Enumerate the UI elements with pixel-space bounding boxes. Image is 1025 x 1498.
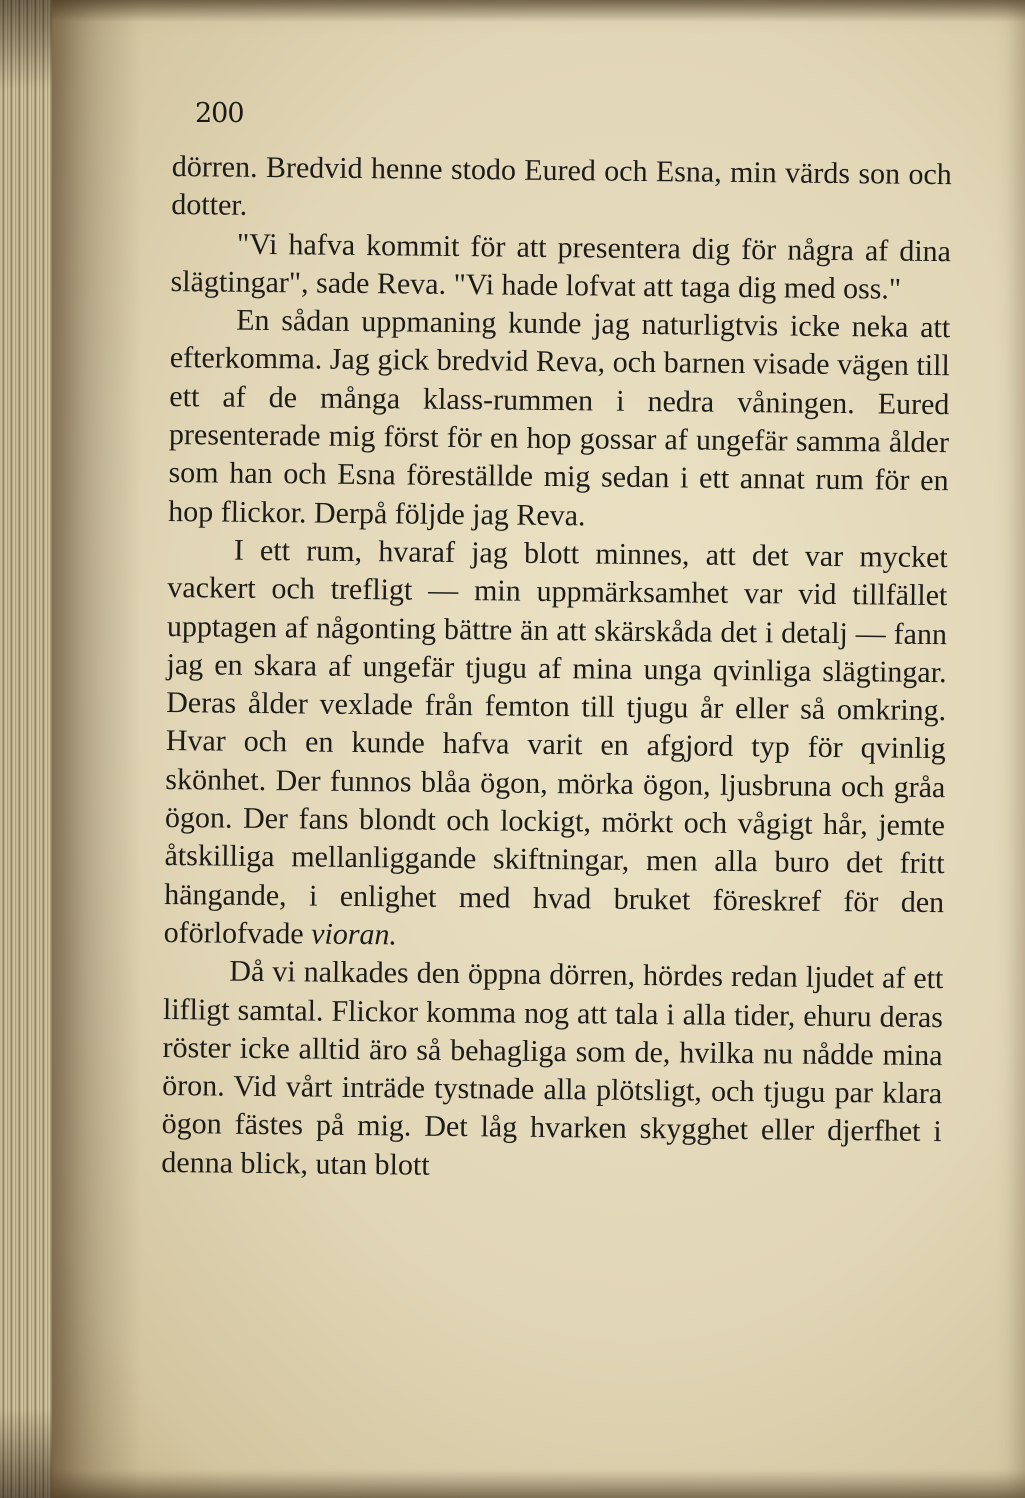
paragraph-2: "Vi hafva kommit för att presentera dig för några af dina slägtingar", sade Reva. "Vi hade lofvat att taga dig med oss."	[170, 227, 952, 306]
page-number: 200	[195, 98, 244, 129]
paragraph-1: dörren. Bredvid henne stodo Eured och Esna, min värds son och dotter.	[171, 149, 952, 223]
paragraph-3: En sådan uppmaning kunde jag naturligtvis icke neka att efterkomma. Jag gick bredvid Reva, och barnen visade vägen till ett af de många klass-rummen i nedra våningen. Eured presenterade mig först för en hop gossar af ungefär samma ålder som han och Esna föreställde mig sedan i ett annat rum för en hop flickor. Derpå följde jag Reva.	[168, 303, 951, 533]
paragraph-4-text: I ett rum, hvaraf jag blott minnes, att det var mycket vackert och trefligt — min uppmärksamhet var vid tillfället upptagen af någonting bättre än att skärskåda det i detalj — fann jag en skara af ungefär tjugu af mina unga qvinliga slägtingar. Deras ålder vexlade från femton till tjugu år eller så omkring. Hvar och en kunde hafva varit en afgjord typ för qvinlig skönhet. Der funnos blåa ögon, mörka ögon, ljusbruna och gråa ögon. Der fans blondt och lockigt, mörkt och vågigt hår, jemte åtskilliga mellanliggande skiftningar, men alla buro det fritt hängande, i enlighet med hvad bruket föreskref för den oförlofvade	[163, 533, 948, 951]
paragraph-5: Då vi nalkades den öppna dörren, hördes redan ljudet af ett lifligt samtal. Flickor komma nog att tala i alla tider, ehuru deras röster icke alltid äro så behagliga som de, hvilka nu nådde mina öron. Vid vårt inträde tystnade alla plötsligt, och tjugu par klara ögon fästes på mig. Det låg hvarken skygghet eller djerfhet i denna blick, utan blott	[161, 954, 944, 1182]
paragraph-4	[164, 531, 948, 960]
paragraph-4-italic-word: vioran.	[311, 917, 398, 952]
body-text	[161, 148, 952, 1190]
